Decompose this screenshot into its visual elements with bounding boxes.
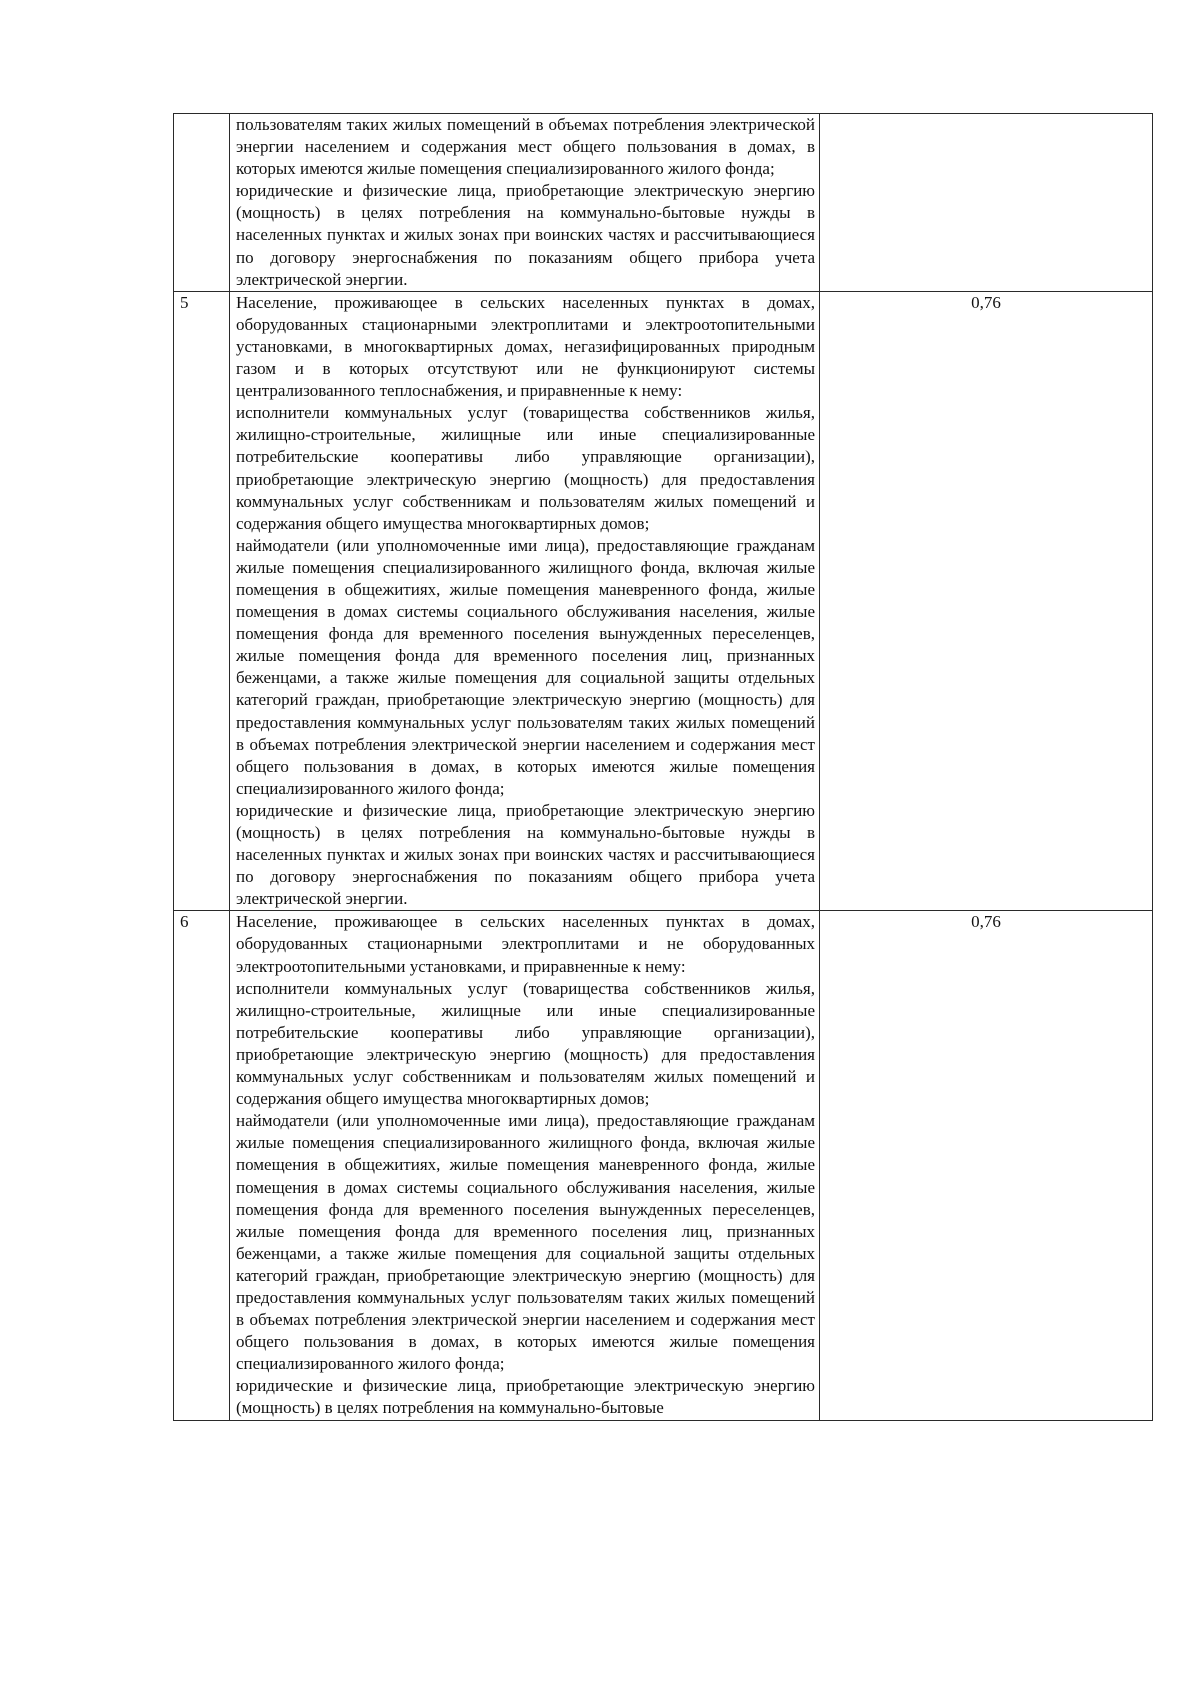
paragraph: наймодатели (или уполномоченные ими лица), предоставляющие гражданам жилые помещения специализированного жилищного фонда, включая жилые помещения в общежитиях, жилые помещения маневренного фонда, жилые помещения в домах системы социального обслуживания населения, жилые помещения фонда для временного поселения вынужденных переселенцев, жилые помещения фонда для временного поселения лиц, признанных беженцами, а также жилые помещения для социальной защиты отдельных категорий граждан, приобретающие электрическую энергию (мощность) для предоставления коммунальных услуг пользователям таких жилых помещений в объемах потребления электрической энергии населением и содержания мест общего пользования в домах, в которых имеются жилые помещения специализированного жилого фонда;	[236, 535, 815, 798]
paragraph: исполнители коммунальных услуг (товарищества собственников жилья, жилищно-строительные, жилищные или иные специализированные потребительские кооперативы либо управляющие организации), приобретающие электрическую энергию (мощность) для предоставления коммунальных услуг собственникам и пользователям жилых помещений и содержания общего имущества многоквартирных домов;	[236, 403, 815, 533]
row-description-cell	[230, 114, 820, 292]
table-row	[174, 114, 1153, 292]
row-description-cell	[230, 911, 820, 1420]
tariff-coefficient-table	[173, 113, 1153, 1421]
paragraph: юридические и физические лица, приобретающие электрическую энергию (мощность) в целях потребления на коммунально-бытовые	[236, 1376, 815, 1418]
paragraph: наймодатели (или уполномоченные ими лица), предоставляющие гражданам жилые помещения специализированного жилищного фонда, включая жилые помещения в общежитиях, жилые помещения маневренного фонда, жилые помещения в домах системы социального обслуживания населения, жилые помещения фонда для временного поселения вынужденных переселенцев, жилые помещения фонда для временного поселения лиц, признанных беженцами, а также жилые помещения для социальной защиты отдельных категорий граждан, приобретающие электрическую энергию (мощность) для предоставления коммунальных услуг пользователям таких жилых помещений в объемах потребления электрической энергии населением и содержания мест общего пользования в домах, в которых имеются жилые помещения специализированного жилого фонда;	[236, 1111, 815, 1374]
row-number-cell: 5	[174, 291, 230, 911]
table-row	[174, 911, 1153, 1420]
row-number-cell	[174, 114, 230, 292]
paragraph: пользователям таких жилых помещений в объемах потребления электрической энергии населением и содержания мест общего пользования в домах, в которых имеются жилые помещения специализированного жилого фонда;	[236, 115, 815, 179]
row-value-cell	[820, 114, 1153, 292]
row-description-cell	[230, 291, 820, 911]
paragraph: Население, проживающее в сельских населенных пунктах в домах, оборудованных стационарными электроплитами и не оборудованных электроотопительными установками, и приравненные к нему:	[236, 912, 815, 976]
paragraph: исполнители коммунальных услуг (товарищества собственников жилья, жилищно-строительные, жилищные или иные специализированные потребительские кооперативы либо управляющие организации), приобретающие электрическую энергию (мощность) для предоставления коммунальных услуг собственникам и пользователям жилых помещений и содержания общего имущества многоквартирных домов;	[236, 978, 815, 1109]
row-value-cell: 0,76	[820, 291, 1153, 911]
paragraph: Население, проживающее в сельских населенных пунктах в домах, оборудованных стационарными электроплитами и электроотопительными установками, в многоквартирных домах, негазифицированных природным газом и в которых отсутствуют или не функционируют системы централизованного теплоснабжения, и приравненные к нему:	[236, 292, 815, 401]
paragraph: юридические и физические лица, приобретающие электрическую энергию (мощность) в целях потребления на коммунально-бытовые нужды в населенных пунктах и жилых зонах при воинских частях и рассчитывающиеся по договору энергоснабжения по показаниям общего прибора учета электрической энергии.	[236, 800, 815, 909]
paragraph: юридические и физические лица, приобретающие электрическую энергию (мощность) в целях потребления на коммунально-бытовые нужды в населенных пунктах и жилых зонах при воинских частях и рассчитывающиеся по договору энергоснабжения по показаниям общего прибора учета электрической энергии.	[236, 181, 815, 289]
row-value-cell: 0,76	[820, 911, 1153, 1420]
row-number-cell: 6	[174, 911, 230, 1420]
table-row	[174, 291, 1153, 911]
